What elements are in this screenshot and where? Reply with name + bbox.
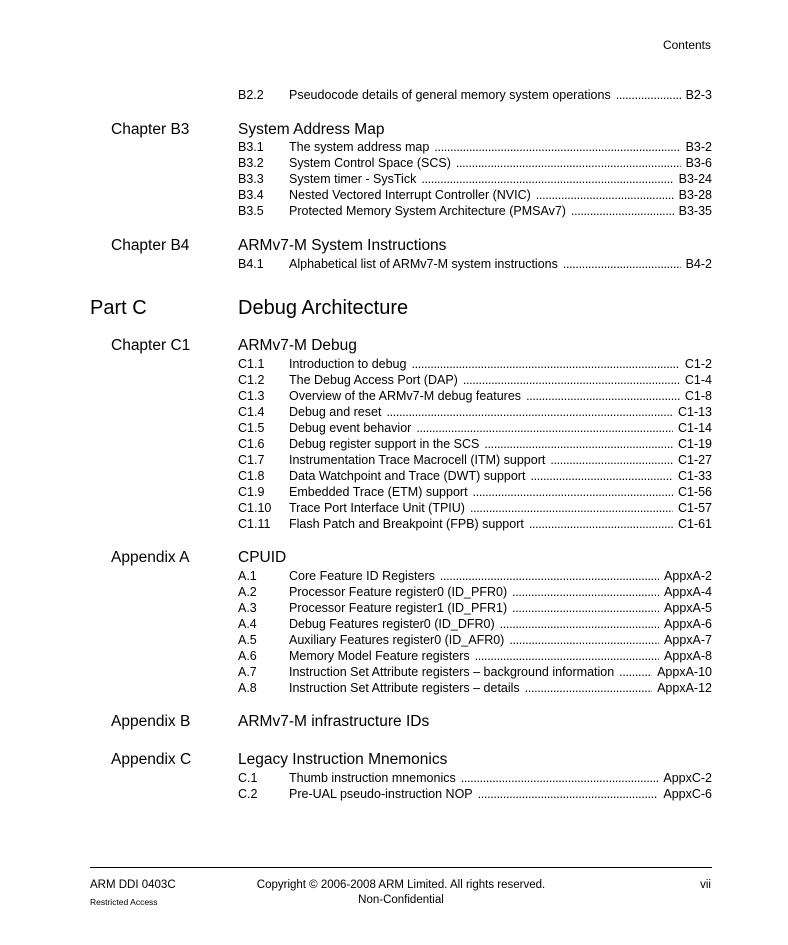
toc-entry[interactable] <box>238 568 712 584</box>
confidentiality-notice: Non-Confidential <box>358 894 444 906</box>
entry-page: C1-14 <box>677 421 712 435</box>
entry-number: C1.2 <box>238 373 265 387</box>
entry-number: C1.9 <box>238 485 265 499</box>
entry-number: C1.1 <box>238 357 265 371</box>
appendix-title[interactable]: CPUID <box>238 549 287 566</box>
toc-entry[interactable] <box>238 187 712 203</box>
entry-page: B3-28 <box>678 188 712 202</box>
toc-entry[interactable] <box>238 786 712 802</box>
entry-number: B4.1 <box>238 257 264 271</box>
appendix-title[interactable]: ARMv7-M infrastructure IDs <box>238 713 430 730</box>
entry-page: AppxA-6 <box>664 617 712 631</box>
entry-title: Trace Port Interface Unit (TPIU) <box>289 501 465 515</box>
toc-entry[interactable] <box>238 155 712 171</box>
entry-number: C1.4 <box>238 405 265 419</box>
toc-entry[interactable] <box>238 171 712 187</box>
toc-entry[interactable] <box>238 616 712 632</box>
leader-dots <box>381 404 678 420</box>
entry-page: C1-33 <box>677 469 712 483</box>
entry-title: The system address map <box>289 140 430 154</box>
entry-title: Alphabetical list of ARMv7-M system instructions <box>289 257 558 271</box>
entry-title: Memory Model Feature registers <box>289 649 470 663</box>
toc-entry[interactable] <box>238 468 712 484</box>
appendix-title[interactable]: Legacy Instruction Mnemonics <box>238 751 448 768</box>
entry-title: Thumb instruction mnemonics <box>289 771 456 785</box>
entry-number: C1.7 <box>238 453 265 467</box>
entry-page: AppxA-4 <box>664 585 712 599</box>
toc-entry[interactable] <box>238 372 712 388</box>
entry-number: C.1 <box>238 771 258 785</box>
entry-page: B2-3 <box>685 88 712 102</box>
toc-entry[interactable] <box>238 680 712 696</box>
entry-title: Embedded Trace (ETM) support <box>289 485 468 499</box>
leader-dots <box>479 436 678 452</box>
leader-dots <box>545 452 678 468</box>
toc-entry[interactable] <box>238 600 712 616</box>
entry-page: C1-8 <box>684 389 712 403</box>
toc-entry[interactable] <box>238 139 712 155</box>
entry-number: B2.2 <box>238 88 264 102</box>
toc-entry[interactable] <box>238 500 712 516</box>
toc-entry[interactable] <box>238 203 712 219</box>
chapter-label: Chapter B4 <box>111 237 190 254</box>
entry-page: C1-4 <box>684 373 712 387</box>
entry-page: B3-6 <box>685 156 712 170</box>
toc-entry[interactable] <box>238 420 712 436</box>
toc-entry[interactable] <box>238 484 712 500</box>
appendix-label: Appendix B <box>111 713 191 730</box>
toc-entry[interactable] <box>238 664 712 680</box>
entry-number: C1.8 <box>238 469 265 483</box>
leader-dots <box>470 648 664 664</box>
entry-title: The Debug Access Port (DAP) <box>289 373 458 387</box>
entry-title: Debug and reset <box>289 405 382 419</box>
entry-page: AppxA-5 <box>664 601 712 615</box>
entry-number: C1.3 <box>238 389 265 403</box>
entry-number: C1.10 <box>238 501 272 515</box>
leader-dots <box>521 388 685 404</box>
toc-entry[interactable] <box>238 256 712 272</box>
part-label: Part C <box>90 297 147 319</box>
entry-page: B3-35 <box>678 204 712 218</box>
leader-dots <box>507 584 664 600</box>
leader-dots <box>456 770 664 786</box>
chapter-title[interactable]: System Address Map <box>238 121 385 138</box>
entry-title: Processor Feature register1 (ID_PFR1) <box>289 601 508 615</box>
entry-number: A.1 <box>238 569 257 583</box>
entry-title: System timer - SysTick <box>289 172 417 186</box>
entry-number: A.5 <box>238 633 257 647</box>
leader-dots <box>435 568 664 584</box>
leader-dots <box>473 786 664 802</box>
copyright-notice: Copyright © 2006-2008 ARM Limited. All rights reserved. <box>256 879 546 891</box>
entry-number: C.2 <box>238 787 258 801</box>
entry-title: Auxiliary Features register0 (ID_AFR0) <box>289 633 505 647</box>
entry-title: Nested Vectored Interrupt Controller (NVIC) <box>289 188 531 202</box>
entry-title: Pre-UAL pseudo-instruction NOP <box>289 787 473 801</box>
access-level: Restricted Access <box>90 897 158 907</box>
leader-dots <box>525 468 678 484</box>
entry-number: B3.1 <box>238 140 264 154</box>
toc-entry[interactable] <box>238 452 712 468</box>
toc-entry[interactable] <box>238 584 712 600</box>
entry-number: C1.6 <box>238 437 265 451</box>
toc-entry[interactable] <box>238 648 712 664</box>
entry-title: Introduction to debug <box>289 357 407 371</box>
page-number: vii <box>700 879 711 891</box>
chapter-title[interactable]: ARMv7-M System Instructions <box>238 237 447 254</box>
entry-title: Overview of the ARMv7-M debug features <box>289 389 522 403</box>
entry-page: AppxA-12 <box>657 681 712 695</box>
entry-title: Protected Memory System Architecture (PMSAv7) <box>289 204 566 218</box>
entry-number: A.6 <box>238 649 257 663</box>
entry-number: C1.11 <box>238 517 271 531</box>
leader-dots <box>507 600 664 616</box>
entry-title: Instruction Set Attribute registers – background information <box>289 665 615 679</box>
entry-number: B3.2 <box>238 156 264 170</box>
leader-dots <box>558 256 686 272</box>
chapter-label: Chapter B3 <box>111 121 190 138</box>
chapter-label: Chapter C1 <box>111 337 191 354</box>
appendix-label: Appendix C <box>111 751 192 768</box>
leader-dots <box>451 155 686 171</box>
entry-page: AppxA-2 <box>664 569 712 583</box>
entry-title: Data Watchpoint and Trace (DWT) support <box>289 469 526 483</box>
entry-number: A.8 <box>238 681 257 695</box>
entry-page: C1-27 <box>677 453 712 467</box>
leader-dots <box>429 139 685 155</box>
entry-page: AppxA-10 <box>657 665 712 679</box>
entry-page: B3-24 <box>678 172 712 186</box>
leader-dots <box>458 372 685 388</box>
toc-entry[interactable] <box>238 770 712 786</box>
toc-entry[interactable] <box>238 388 712 404</box>
leader-dots <box>531 187 679 203</box>
entry-number: A.2 <box>238 585 257 599</box>
entry-page: C1-56 <box>677 485 712 499</box>
leader-dots <box>504 632 664 648</box>
leader-dots <box>465 500 678 516</box>
entry-number: B3.3 <box>238 172 264 186</box>
entry-title: Processor Feature register0 (ID_PFR0) <box>289 585 508 599</box>
toc-entry[interactable] <box>238 516 712 532</box>
toc-entry[interactable] <box>238 404 712 420</box>
part-title[interactable]: Debug Architecture <box>238 297 409 319</box>
entry-number: A.3 <box>238 601 257 615</box>
entry-page: C1-57 <box>677 501 712 515</box>
entry-page: B4-2 <box>685 257 712 271</box>
toc-entry[interactable] <box>238 356 712 372</box>
toc-entry[interactable] <box>238 436 712 452</box>
leader-dots <box>566 203 679 219</box>
entry-number: B3.5 <box>238 204 264 218</box>
chapter-title[interactable]: ARMv7-M Debug <box>238 337 357 354</box>
entry-title: Core Feature ID Registers <box>289 569 435 583</box>
entry-number: B3.4 <box>238 188 264 202</box>
leader-dots <box>611 87 686 103</box>
appendix-label: Appendix A <box>111 549 190 566</box>
leader-dots <box>468 484 678 500</box>
entry-number: A.4 <box>238 617 257 631</box>
page-header: Contents <box>662 38 711 52</box>
leader-dots <box>524 516 678 532</box>
entry-page: AppxA-8 <box>664 649 712 663</box>
entry-title: Debug register support in the SCS <box>289 437 480 451</box>
entry-page: B3-2 <box>685 140 712 154</box>
entry-page: C1-2 <box>684 357 712 371</box>
entry-title: Instrumentation Trace Macrocell (ITM) support <box>289 453 546 467</box>
leader-dots <box>411 420 678 436</box>
entry-page: C1-61 <box>677 517 712 531</box>
entry-page: AppxC-2 <box>663 771 712 785</box>
footer-divider <box>90 867 712 868</box>
entry-title: Debug Features register0 (ID_DFR0) <box>289 617 495 631</box>
leader-dots <box>520 680 657 696</box>
toc-entry[interactable] <box>238 632 712 648</box>
entry-page: C1-13 <box>677 405 712 419</box>
entry-page: AppxA-7 <box>664 633 712 647</box>
entry-title: Debug event behavior <box>289 421 412 435</box>
entry-title: System Control Space (SCS) <box>289 156 451 170</box>
leader-dots <box>406 356 684 372</box>
entry-title: Pseudocode details of general memory system operations <box>289 88 611 102</box>
entry-number: A.7 <box>238 665 257 679</box>
entry-page: AppxC-6 <box>663 787 712 801</box>
entry-title: Instruction Set Attribute registers – details <box>289 681 520 695</box>
toc-entry[interactable] <box>238 87 712 103</box>
entry-title: Flash Patch and Breakpoint (FPB) support <box>289 517 524 531</box>
leader-dots <box>614 664 657 680</box>
document-id: ARM DDI 0403C <box>90 879 176 891</box>
leader-dots <box>495 616 664 632</box>
entry-number: C1.5 <box>238 421 265 435</box>
entry-page: C1-19 <box>677 437 712 451</box>
leader-dots <box>416 171 678 187</box>
